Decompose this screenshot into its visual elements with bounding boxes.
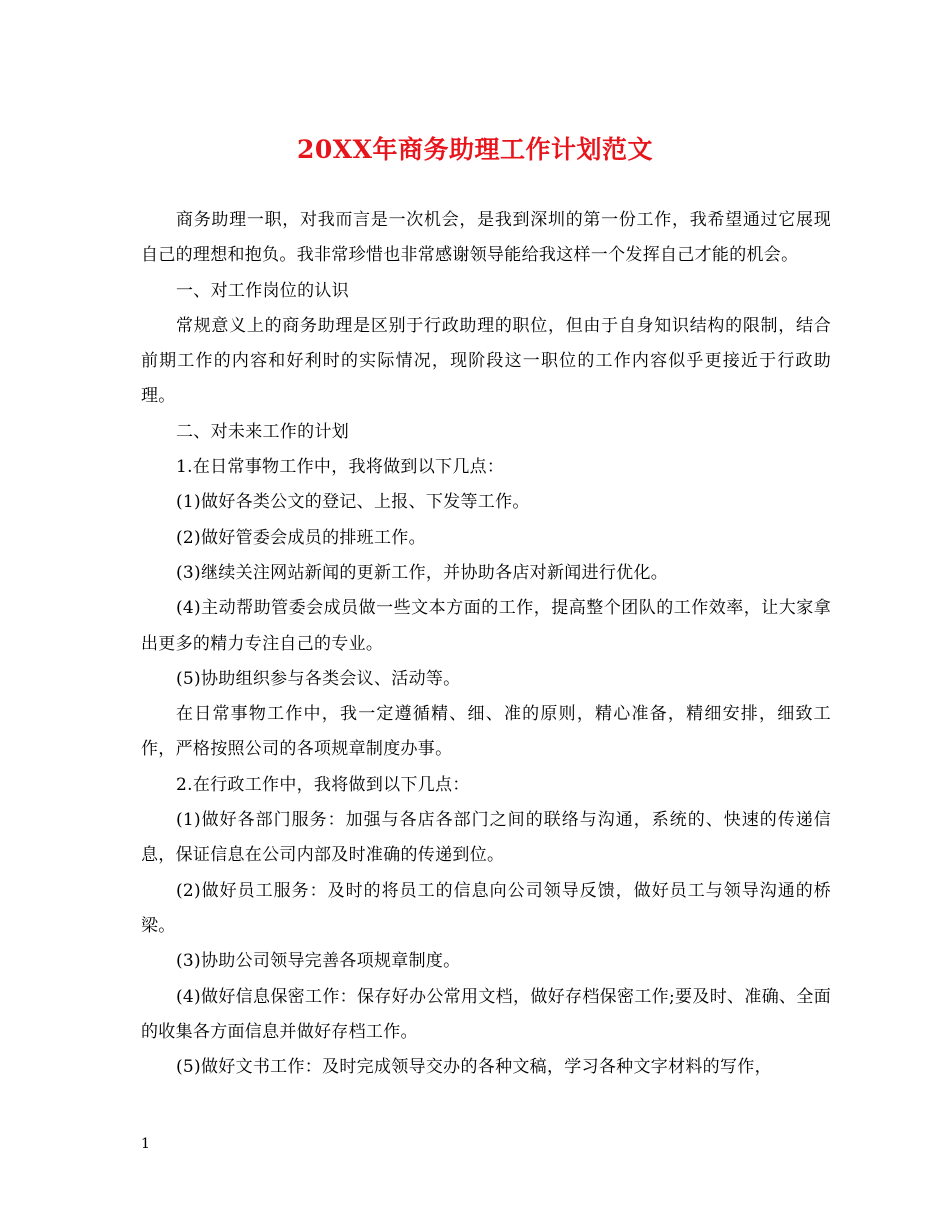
- paragraph: 在日常事物工作中，我一定遵循精、细、准的原则，精心准备，精细安排，细致工作，严格按照公司的各项规章制度办事。: [141, 704, 831, 760]
- list-heading: 2.在行政工作中，我将做到以下几点：: [176, 774, 470, 795]
- paragraph: 商务助理一职，对我而言是一次机会，是我到深圳的第一份工作，我希望通过它展现自己的理想和抱负。我非常珍惜也非常感谢领导能给我这样一个发挥自己才能的机会。: [141, 210, 831, 266]
- list-item: (3)协助公司领导完善各项规章制度。: [176, 951, 461, 972]
- list-item: (2)做好员工服务：及时的将员工的信息向公司领导反馈，做好员工与领导沟通的桥梁。: [141, 880, 831, 936]
- list-item: (2)做好管委会成员的排班工作。: [176, 527, 426, 548]
- list-item: (1)做好各部门服务：加强与各店各部门之间的联络与沟通，系统的、快速的传递信息，保证信息在公司内部及时准确的传递到位。: [141, 810, 831, 866]
- list-heading: 1.在日常事物工作中，我将做到以下几点：: [176, 457, 505, 478]
- list-item: (4)主动帮助管委会成员做一些文本方面的工作，提高整个团队的工作效率，让大家拿出更多的精力专注自己的专业。: [141, 598, 831, 654]
- page-number: 1: [141, 1136, 150, 1152]
- list-item: (1)做好各类公文的登记、上报、下发等工作。: [176, 492, 530, 513]
- document-body: [141, 203, 831, 1085]
- list-item: (5)协助组织参与各类会议、活动等。: [176, 668, 461, 689]
- paragraph: 常规意义上的商务助理是区别于行政助理的职位，但由于自身知识结构的限制，结合前期工作的内容和好利时的实际情况，现阶段这一职位的工作内容似乎更接近于行政助理。: [141, 315, 831, 407]
- document-title: 20XX年商务助理工作计划范文: [296, 135, 654, 164]
- section-heading: 二、对未来工作的计划: [176, 421, 349, 442]
- list-item: (4)做好信息保密工作：保存好办公常用文档，做好存档保密工作;要及时、准确、全面的收集各方面信息并做好存档工作。: [141, 986, 831, 1042]
- section-heading: 一、对工作岗位的认识: [176, 280, 349, 301]
- list-item: (3)继续关注网站新闻的更新工作，并协助各店对新闻进行优化。: [176, 562, 669, 583]
- list-item: (5)做好文书工作：及时完成领导交办的各种文稿，学习各种文字材料的写作，: [176, 1057, 772, 1078]
